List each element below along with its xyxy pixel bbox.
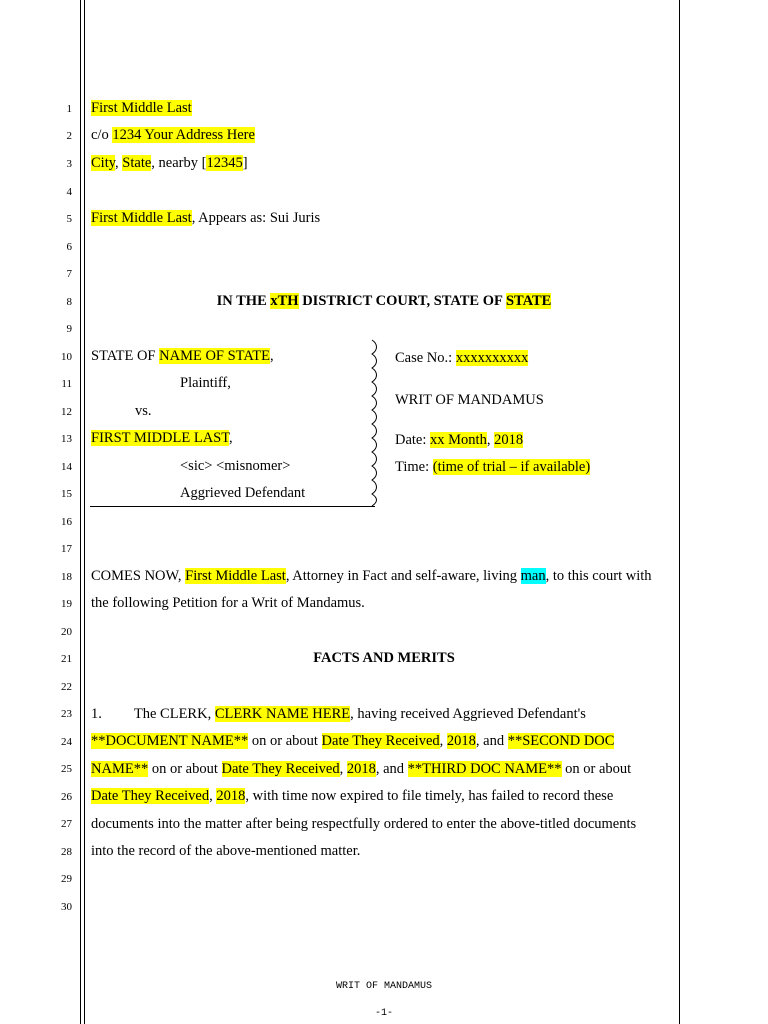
comma: , [439,733,447,749]
comma: , [209,788,217,804]
header-city-line [91,155,248,172]
right-margin-rule [679,0,680,1024]
line-number: 27 [61,818,72,830]
facts-heading: FACTS AND MERITS [313,650,455,666]
separator: , [115,155,123,171]
court-prefix: IN THE [216,293,271,309]
court-title [90,293,678,310]
caption-plaintiff: Plaintiff, [180,375,231,391]
third-doc-name: **THIRD DOC NAME** [407,761,562,777]
caption-sic: <sic> <misnomer> [180,458,291,474]
document-name: **DOCUMENT NAME** [91,733,249,749]
caption-brace-divider [368,338,382,508]
appears-name: First Middle Last [91,210,192,226]
case-number-line [395,350,528,367]
case-label: Case No.: [395,350,456,366]
second-doc-name-a: **SECOND DOC [507,733,615,749]
p1-line4-end: , with time now expired to file timely, has failed to record these [245,788,614,804]
line-number: 16 [61,516,72,528]
date-year: 2018 [494,432,524,448]
clerk-name: CLERK NAME HERE [214,706,351,722]
and: , and [475,733,508,749]
line-number: 24 [61,736,72,748]
state-prefix: STATE OF [91,348,160,364]
comes-man: man [520,568,546,584]
line-number: 4 [66,186,72,198]
header-address-line [91,127,255,144]
nearby-suffix: ] [242,155,248,171]
line-number: 13 [61,433,72,445]
header-city: City [91,155,116,171]
comes-prefix: COMES NOW, [91,568,186,584]
paragraph-1-line-5: documents into the matter after being respectfully ordered to enter the above-titled documents [91,816,637,832]
on-or-about: on or about [248,733,322,749]
line-number: 9 [66,323,72,335]
date-line [395,432,523,449]
line-number: 21 [61,653,72,665]
date-received-1: Date They Received [321,733,440,749]
year-2: 2018 [346,761,376,777]
paragraph-1-line-4 [91,788,613,805]
line-number: 25 [61,763,72,775]
paragraph-1-line-6: into the record of the above-mentioned matter. [91,843,361,859]
comes-mid: , Attorney in Fact and self-aware, living [285,568,521,584]
nearby-prefix: , nearby [ [151,155,207,171]
date-received-3: Date They Received [91,788,210,804]
line-number: 30 [61,901,72,913]
petition-line: the following Petition for a Writ of Mandamus. [91,595,365,611]
p1-text-b: , having received Aggrieved Defendant's [350,706,586,722]
paragraph-number: 1. [91,706,102,722]
on-or-about-3: on or about [561,761,632,777]
line-number: 26 [61,791,72,803]
paragraph-1-line-2 [91,733,614,750]
co-prefix: c/o [91,127,113,143]
line-number: 17 [61,543,72,555]
header-zip: 12345 [206,155,243,171]
defendant-suffix: , [229,430,233,446]
caption-defendant-name: FIRST MIDDLE LAST [91,430,230,446]
year-3: 2018 [216,788,246,804]
line-number: 3 [66,158,72,170]
line-number: 23 [61,708,72,720]
state-suffix: , [269,348,274,364]
document-title: WRIT OF MANDAMUS [395,392,544,408]
date-label: Date: [395,432,431,448]
caption-state-name: NAME OF STATE [159,348,270,364]
line-number: 2 [66,130,72,142]
year-1: 2018 [446,733,476,749]
second-doc-name-b: NAME** [91,761,149,777]
date-day: xx Month [430,432,487,448]
caption-aggrieved: Aggrieved Defendant [180,485,306,501]
p1-text-a: The CLERK, [133,706,215,722]
case-number: xxxxxxxxxx [455,350,529,366]
line-number: 12 [61,406,72,418]
caption-defendant-line [91,430,233,447]
time-value: (time of trial – if available) [432,459,591,475]
line-number: 15 [61,488,72,500]
line-number: 18 [61,571,72,583]
line-number: 29 [61,873,72,885]
line-number: 28 [61,846,72,858]
appears-line [91,210,320,227]
comes-name: First Middle Last [185,568,286,584]
line-number: 19 [61,598,72,610]
line-number: 22 [61,681,72,693]
court-district: xTH [270,293,299,309]
line-number: 11 [61,378,72,390]
line-number: 5 [66,213,72,225]
line-number: 10 [61,351,72,363]
footer-page-number: -1- [374,1008,393,1019]
line-number: 6 [66,241,72,253]
comma: , [339,761,347,777]
caption-underline [90,506,375,507]
date-received-2: Date They Received [221,761,340,777]
and-2: , and [375,761,408,777]
header-name-line [91,100,192,117]
paragraph-1-line-1 [91,706,586,723]
line-number: 20 [61,626,72,638]
appears-text: , Appears as: Sui Juris [191,210,321,226]
court-state: STATE [505,293,552,309]
court-middle: DISTRICT COURT, STATE OF [298,293,506,309]
comes-now-line [91,568,652,585]
header-state: State [122,155,152,171]
on-or-about-2: on or about [148,761,222,777]
left-margin-rule-inner [84,0,85,1024]
line-number: 7 [66,268,72,280]
left-margin-rule-outer [80,0,81,1024]
line-number: 8 [66,296,72,308]
comes-end: , to this court with [545,568,652,584]
caption-state-line [91,348,274,365]
paragraph-1-line-3 [91,761,631,778]
footer-title: WRIT OF MANDAMUS [335,981,432,992]
time-line [395,459,590,476]
time-label: Time: [395,459,433,475]
caption-vs: vs. [135,403,152,419]
line-number: 1 [66,103,72,115]
header-address: 1234 Your Address Here [112,127,255,143]
date-separator: , [486,432,495,448]
header-name: First Middle Last [91,100,192,116]
line-number: 14 [61,461,72,473]
